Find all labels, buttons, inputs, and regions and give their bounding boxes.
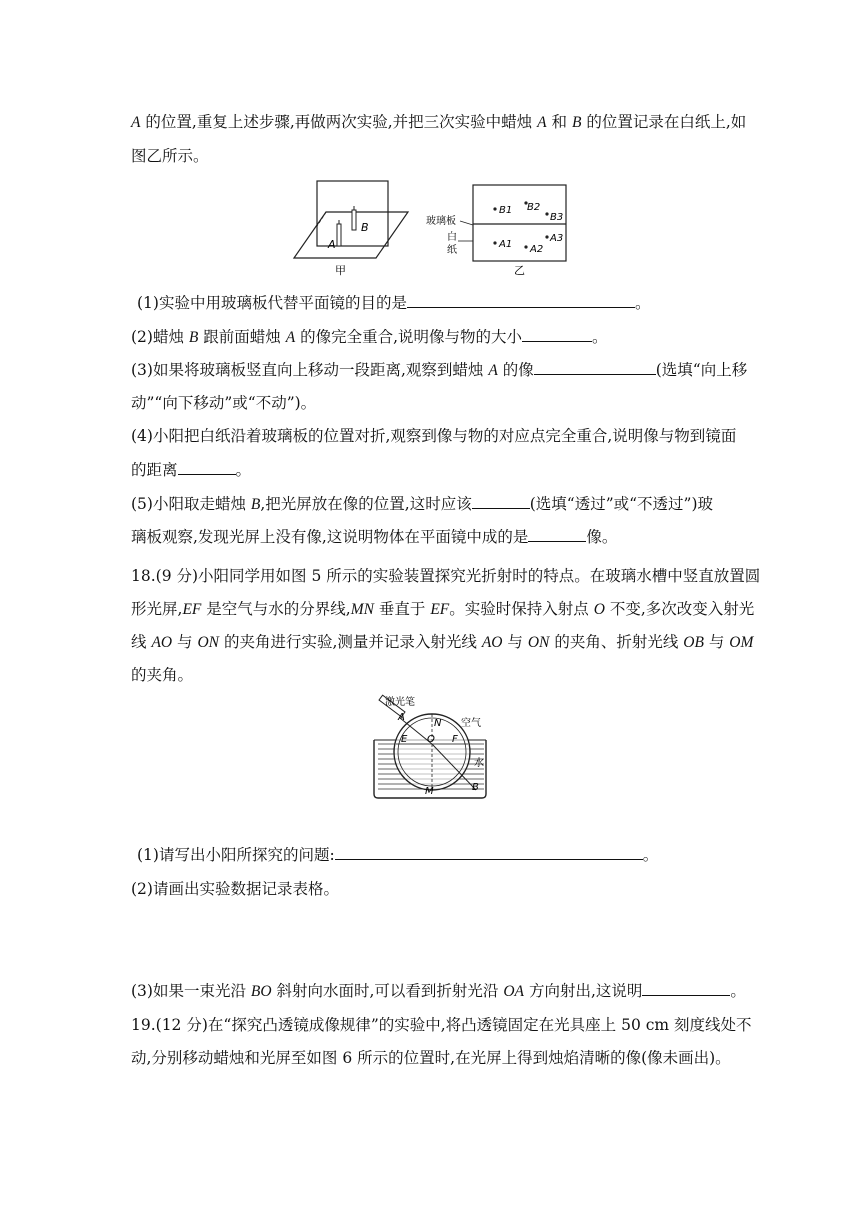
label-water: 水 bbox=[474, 758, 484, 769]
q17-sub5: (5)小阳取走蜡烛 B,把光屏放在像的位置,这时应该 (选填“透过”或“不透过”)玻 bbox=[131, 495, 714, 513]
label-point-m: M bbox=[425, 786, 434, 797]
answer-blank[interactable] bbox=[407, 293, 635, 308]
q18-sub3: (3)如果一束光沿 BO 斜射向水面时,可以看到折射光沿 OA 方向射出,这说明 。 bbox=[131, 982, 746, 1000]
figure-jia bbox=[294, 181, 408, 277]
label-paper-2: 纸 bbox=[447, 245, 457, 256]
figure-mirror-experiment bbox=[290, 176, 580, 284]
q17-sub4: (4)小阳把白纸沿着玻璃板的位置对折,观察到像与物的对应点完全重合,说明像与物到镜面 bbox=[131, 427, 737, 445]
q18-line-3: 线 AO 与 ON 的夹角进行实验,测量并记录入射光线 AO 与 ON 的夹角、折射光线 OB 与 OM bbox=[131, 633, 754, 651]
label-point-f: F bbox=[452, 734, 458, 745]
answer-blank[interactable] bbox=[528, 527, 586, 542]
label-point-n: N bbox=[434, 718, 442, 729]
point-a1: A1 bbox=[499, 239, 513, 250]
label-point-b: B bbox=[472, 782, 479, 793]
answer-blank[interactable] bbox=[472, 494, 530, 509]
q18-line-4: 的夹角。 bbox=[131, 666, 194, 684]
q18-line-1: 18.(9 分)小阳同学用如图 5 所示的实验装置探究光折射时的特点。在玻璃水槽中竖直放置圆 bbox=[131, 567, 761, 585]
answer-blank[interactable] bbox=[335, 845, 643, 860]
q17-sub4-cont: 的距离 。 bbox=[131, 461, 252, 479]
intro-line-2: 图乙所示。 bbox=[131, 147, 209, 165]
label-glass: 玻璃板 bbox=[426, 216, 456, 227]
label-jia: 甲 bbox=[335, 264, 346, 277]
label-yi: 乙 bbox=[514, 264, 525, 277]
q19-line-2: 动,分别移动蜡烛和光屏至如图 6 所示的位置时,在光屏上得到烛焰清晰的像(像未画出)。 bbox=[131, 1049, 731, 1067]
q17-sub2: (2)蜡烛 B 跟前面蜡烛 A 的像完全重合,说明像与物的大小 。 bbox=[131, 328, 608, 346]
label-air: 空气 bbox=[461, 718, 481, 729]
answer-blank[interactable] bbox=[642, 981, 730, 996]
q17-sub3: (3)如果将玻璃板竖直向上移动一段距离,观察到蜡烛 A 的像 (选填“向上移 bbox=[131, 361, 748, 379]
q17-sub1: (1)实验中用玻璃板代替平面镜的目的是 。 bbox=[137, 294, 651, 312]
q18-line-2: 形光屏,EF 是空气与水的分界线,MN 垂直于 EF。实验时保持入射点 O 不变,多次改变入射光 bbox=[131, 600, 755, 618]
point-a2: A2 bbox=[530, 244, 544, 255]
answer-blank[interactable] bbox=[534, 360, 656, 375]
point-b2: B2 bbox=[527, 202, 541, 213]
point-b1: B1 bbox=[499, 205, 513, 216]
label-a: A bbox=[328, 238, 336, 251]
q18-sub1: (1)请写出小阳所探究的问题: 。 bbox=[137, 846, 659, 864]
label-point-o: O bbox=[427, 734, 435, 745]
label-b: B bbox=[361, 221, 369, 234]
label-paper-1: 白 bbox=[447, 232, 457, 243]
candle-b bbox=[352, 210, 356, 230]
intro-line-1: A 的位置,重复上述步骤,再做两次实验,并把三次实验中蜡烛 A 和 B 的位置记录在白纸上,如 bbox=[131, 113, 747, 131]
point-a3: A3 bbox=[550, 233, 564, 244]
candle-a bbox=[337, 224, 341, 246]
label-point-a: A bbox=[398, 712, 405, 723]
label-laser: 激光笔 bbox=[385, 697, 415, 708]
q17-sub3-cont: 动”“向下移动”或“不动”)。 bbox=[131, 394, 317, 412]
q17-sub5-cont: 璃板观察,发现光屏上没有像,这说明物体在平面镜中成的是 像。 bbox=[131, 528, 618, 546]
figure-refraction-setup bbox=[368, 694, 496, 806]
answer-blank[interactable] bbox=[522, 327, 592, 342]
q19-line-1: 19.(12 分)在“探究凸透镜成像规律”的实验中,将凸透镜固定在光具座上 50 cm 刻度线处不 bbox=[131, 1016, 752, 1034]
figure-yi bbox=[426, 185, 566, 277]
point-b3: B3 bbox=[550, 212, 564, 223]
label-point-e: E bbox=[401, 734, 408, 745]
answer-blank[interactable] bbox=[178, 460, 236, 475]
q18-sub2: (2)请画出实验数据记录表格。 bbox=[131, 880, 339, 898]
